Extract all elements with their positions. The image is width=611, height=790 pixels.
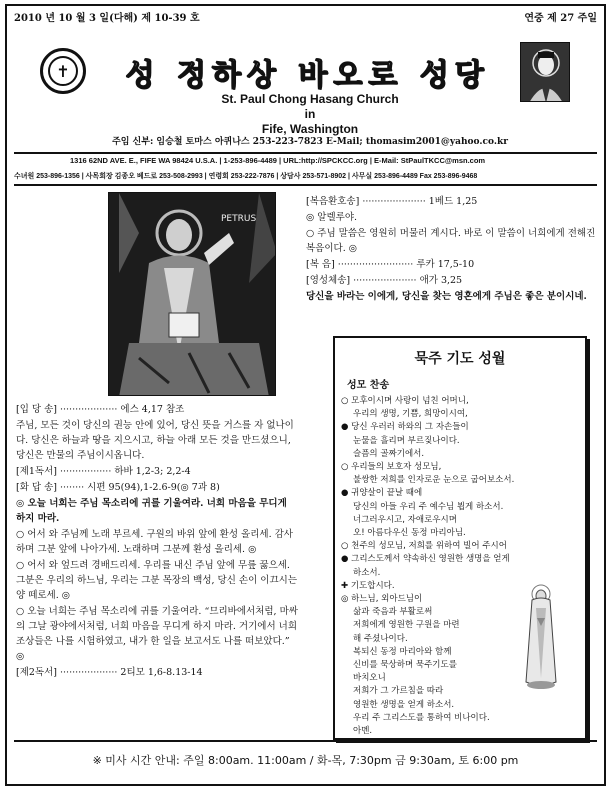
reading-head: [화 답 송] ········ 시편 95(94),1-2.6-9(◎ 7과 8) [16, 482, 220, 493]
reading-head: [제1독서] ················· 하바 1,2-3; 2,2-4 [16, 466, 191, 477]
reading-body: ○ 어서 와 엎드려 경배드리세. 우리를 내신 주님 앞에 무릎 꿇으세. 그분은 우리의 하느님, 우리는 그분 목장의 백성, 당신 손이 이끄시는 양 떼로세. ◎ [16, 560, 297, 601]
church-in-line: in [304, 107, 316, 121]
reading-bold: ◎ 오늘 너희는 주님 목소리에 귀를 기울여라. 너희 마음을 무디게 하지 마라. [16, 498, 287, 524]
reading-head: [영성체송] ····················· 애가 3,25 [306, 275, 463, 286]
prayer-line: 너그러우시고, 자애로우시며 [353, 514, 457, 525]
prayer-box-title: 묵주 기도 성월 [414, 351, 506, 367]
virgin-mary-icon [520, 582, 562, 692]
virgin-mary-figure [520, 582, 562, 692]
prayer-line: 영원한 생명을 얻게 하소서. [353, 699, 455, 710]
liturgical-week: 연중 제 27 주일 [524, 13, 597, 24]
reading-head: [복음환호송] ····················· 1베드 1,25 [306, 196, 478, 207]
prayer-line: 불쌍한 저희를 인자로운 눈으로 굽어보소서. [353, 475, 515, 486]
prayer-line: ○ 천주의 성모님, 저희를 위하여 빌어 주시어 [341, 541, 507, 552]
prayer-line: 저희가 그 가르침을 따라 [353, 686, 444, 697]
mass-times-footer: ※ 미사 시간 안내: 주일 8:00am. 11:00am / 화-목, 7:30pm 금 9:30am, 토 6:00 pm [14, 740, 597, 780]
reading-body: 주님, 모든 것이 당신의 권능 안에 있어, 당신 뜻을 거스를 자 없나이다. 당신은 하늘과 땅을 지으시고, 하늘 아래 모든 것을 만드셨으니, 당신은 만물의 주님이시옵니다. [16, 420, 294, 461]
saint-portrait-icon [521, 43, 570, 102]
pastor-contact: 주임 신부: 임승철 토마스 아퀴나스 253-223-7823 E-Mail; thomasim2001@yahoo.co.kr [112, 137, 508, 147]
reading-body: ○ 어서 와 주님께 노래 부르세. 구원의 바위 앞에 환성 올리세. 감사하며 그분 앞에 나아가세. 노래하며 그분께 환성 올리세. ◎ [16, 529, 293, 555]
prayer-line: 바치오니 [353, 673, 386, 684]
address-row: 1316 62ND AVE. E., FIFE WA 98424 U.S.A. | 1-253-896-4489 | URL:http://SPCKCC.org | E-Mail: StPaulTKCC@msn.com [70, 156, 486, 165]
church-title-korean: 성 정하상 바오로 성당 [125, 58, 490, 93]
saint-portrait [520, 42, 570, 102]
stained-glass-saint-icon [109, 193, 276, 396]
prayer-line: ✚ 기도합시다. [341, 580, 395, 591]
prayer-line: 하소서. [353, 567, 381, 578]
phone-row: 수녀원 253-896-1356 | 사목회장 김종오 베드로 253-508-2993 | 연령회 253-222-7876 | 상담사 253-571-8902 | 사무실 253-896-4489 Fax 253-896-9468 [14, 173, 478, 180]
stained-glass-image [108, 192, 276, 396]
prayer-box-subtitle: 성모 찬송 [347, 380, 390, 391]
prayer-line: 아멘. [353, 726, 373, 737]
reading-head: [제2독서] ··················· 2티모 1,6-8.13-14 [16, 667, 203, 678]
church-name-line: St. Paul Chong Hasang Church [221, 92, 399, 106]
reading-body: ○ 오늘 너희는 주님 목소리에 귀를 기울여라. “므리바에서처럼, 마싸의 그날 광야에서처럼, 너희 마음을 무디게 하지 마라. 거기에서 너희 조상들은 나를 시험하였고, 내가 한 일을 보고서도 나를 떠보았다.” ◎ [16, 606, 298, 662]
church-logo [40, 48, 86, 94]
prayer-line: ● 그리스도께서 약속하신 영원한 생명을 얻게 [341, 554, 510, 565]
cross-icon: ✝ [48, 56, 78, 86]
prayer-line: ● 당신 우러러 하와의 그 자손들이 [341, 422, 469, 433]
prayer-line: 당신의 아들 우리 주 예수님 뵙게 하소서. [353, 501, 504, 512]
left-readings [16, 402, 298, 681]
church-title-english [150, 92, 470, 137]
church-location-line: Fife, Washington [261, 122, 359, 136]
prayer-line: ○ 모후이시며 사랑이 넘친 어머니, [341, 396, 469, 406]
reading-body: ○ 주님 말씀은 영원히 머물러 계시다. 바로 이 말씀이 너희에게 전해진 복음이다. ◎ [306, 228, 596, 254]
prayer-line: 삶과 죽음과 부활로써 [353, 607, 433, 618]
prayer-line: 복되신 동정 마리아와 함께 [353, 646, 452, 657]
prayer-line: ○ 우리들의 보호자 성모님, [341, 462, 442, 473]
prayer-line: 우리의 생명, 기쁨, 희망이시여, [353, 409, 468, 420]
prayer-line: 오! 아름다우신 동정 마리아님. [353, 528, 466, 539]
issue-date: 2010 년 10 월 3 일(다해) 제 10-39 호 [14, 13, 200, 24]
right-readings [306, 194, 596, 305]
reading-head: [입 당 송] ··················· 에스 4,17 참조 [16, 404, 185, 415]
window-caption: PETRUS [221, 214, 257, 224]
prayer-line: 신비를 묵상하며 묵주기도를 [353, 660, 457, 671]
prayer-line: 저희에게 영원한 구원을 마련 [353, 620, 460, 631]
prayer-line: 슬픔의 골짜기에서. [353, 448, 425, 459]
prayer-text [341, 395, 527, 738]
prayer-line: ● 귀양살이 끝날 때에 [341, 488, 423, 499]
prayer-line: ◎ 하느님, 외아드님이 [341, 594, 423, 605]
reading-body: ◎ 알렐루야. [306, 212, 358, 223]
reading-head: [복 음] ························· 루카 17,5-10 [306, 259, 475, 270]
prayer-line: 우리 주 그리스도를 통하여 비나이다. [353, 712, 490, 723]
reading-bold: 당신을 바라는 이에게, 당신을 찾는 영혼에게 주님은 좋은 분이시네. [306, 291, 587, 302]
prayer-line: 해 주셨나이다. [353, 633, 408, 644]
prayer-line: 눈물을 흘리며 부르짖나이다. [353, 435, 460, 446]
